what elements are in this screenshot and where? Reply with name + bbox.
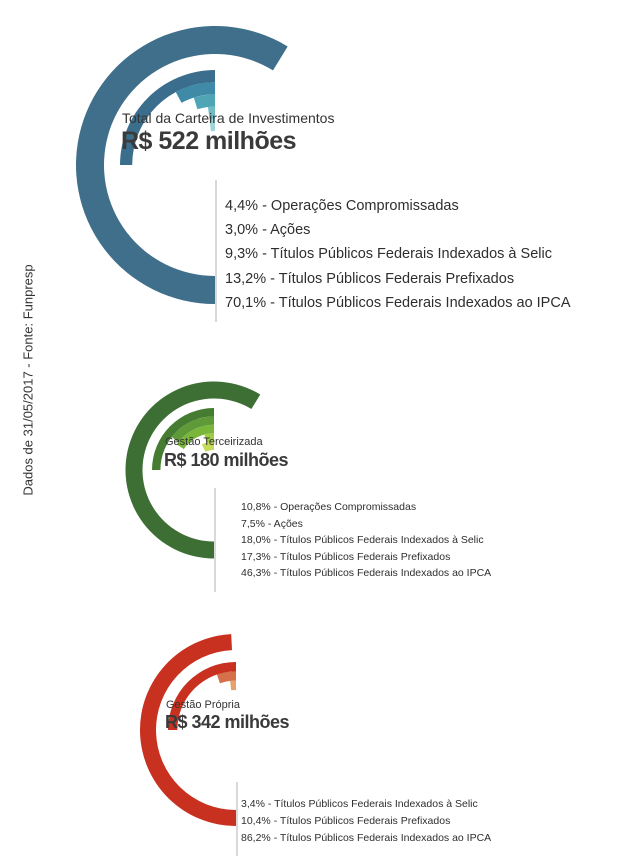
chart3-legend-item: 10,4% - Títulos Públicos Federais Prefixados [241,815,451,827]
chart3-title: Gestão Própria [166,699,240,711]
chart1-legend-item: 4,4% - Operações Compromissadas [225,198,459,214]
chart1-legend-item: 9,3% - Títulos Públicos Federais Indexados à Selic [225,246,552,263]
chart2-legend-item: 10,8% - Operações Compromissadas [241,501,417,513]
chart3-legend-item: 86,2% - Títulos Públicos Federais Indexados ao IPCA [241,832,492,844]
chart2-total: R$ 180 milhões [164,450,289,470]
chart1-legend-item: 70,1% - Títulos Públicos Federais Indexados ao IPCA [225,294,571,311]
chart2-legend-item: 7,5% - Ações [241,517,303,530]
chart2-title: Gestão Terceirizada [165,436,263,448]
chart3-legend-item: 3,4% - Títulos Públicos Federais Indexados à Selic [241,798,478,810]
chart2-legend-item: 46,3% - Títulos Públicos Federais Indexados ao IPCA [241,567,492,580]
chart3-slice-1 [230,681,236,691]
chart1-total: R$ 522 milhões [121,127,297,155]
chart3-legend [241,796,491,847]
chart1-legend [225,194,571,315]
chart1-legend-item: 13,2% - Títulos Públicos Federais Prefixados [225,270,515,287]
source-note: Dados de 31/05/2017 - Fonte: Funpresp [20,264,36,496]
chart2-legend [241,499,491,582]
chart3-total: R$ 342 milhões [165,712,290,732]
chart1-legend-item: 3,0% - Ações [225,222,311,239]
chart2-legend-item: 17,3% - Títulos Públicos Federais Prefixados [241,550,451,563]
chart2-legend-item: 18,0% - Títulos Públicos Federais Indexados à Selic [241,534,484,547]
chart1-title: Total da Carteira de Investimentos [122,110,335,126]
